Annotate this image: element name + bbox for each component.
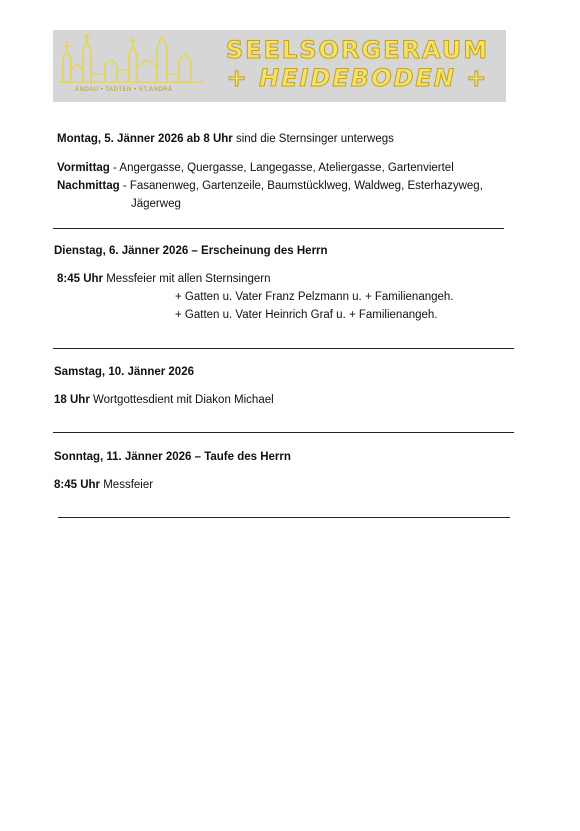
event-description: Messfeier mit allen Sternsingern	[103, 273, 271, 285]
parish-title-line2: + HEIDEBODEN +	[226, 64, 489, 92]
divider	[53, 228, 504, 229]
divider	[53, 348, 514, 349]
event-heading-text: Dienstag, 6. Jänner 2026 – Erscheinung des Herrn	[54, 245, 328, 257]
divider	[58, 517, 510, 518]
event-description: Wortgottesdient mit Diakon Michael	[89, 394, 274, 406]
morning-route	[57, 161, 454, 175]
sternsinger-date-rest: sind die Sternsinger unterwegs	[232, 133, 394, 145]
event-service	[54, 393, 274, 407]
event-heading-text: Samstag, 10. Jänner 2026	[54, 366, 194, 378]
event-time: 8:45 Uhr	[57, 273, 104, 285]
parish-title-line1: SEELSORGERAUM	[225, 36, 490, 64]
event-service	[57, 272, 271, 286]
sternsinger-date-line	[57, 132, 394, 146]
event-time: 18 Uhr	[54, 394, 90, 406]
header-banner	[53, 30, 506, 102]
event-heading-text: Sonntag, 11. Jänner 2026 – Taufe des Herrn	[54, 451, 291, 463]
event-heading	[54, 450, 291, 464]
sternsinger-date: Montag, 5. Jänner 2026 ab 8 Uhr	[57, 133, 233, 145]
event-heading	[54, 244, 328, 258]
afternoon-streets: - Fasanenweg, Gartenzeile, Baumstücklweg, Waldweg, Esterhazyweg,	[119, 180, 483, 192]
church-skyline-icon	[53, 30, 213, 88]
afternoon-streets-continued: Jägerweg	[131, 198, 181, 210]
mass-intention: + Gatten u. Vater Franz Pelzmann u. + Familienangeh.	[175, 291, 454, 303]
event-service	[54, 478, 153, 492]
afternoon-label: Nachmittag	[57, 180, 120, 192]
morning-label: Vormittag	[57, 162, 110, 174]
afternoon-route	[57, 179, 483, 193]
event-heading	[54, 365, 194, 379]
mass-intention: + Gatten u. Vater Heinrich Graf u. + Familienangeh.	[175, 309, 438, 321]
parish-subtitle: ANDAU • TADTEN • ST.ANDRÄ	[75, 87, 173, 93]
divider	[53, 432, 514, 433]
morning-streets: - Angergasse, Quergasse, Langegasse, Ateliergasse, Gartenviertel	[109, 162, 454, 174]
event-description: Messfeier	[100, 479, 154, 491]
event-time: 8:45 Uhr	[54, 479, 101, 491]
